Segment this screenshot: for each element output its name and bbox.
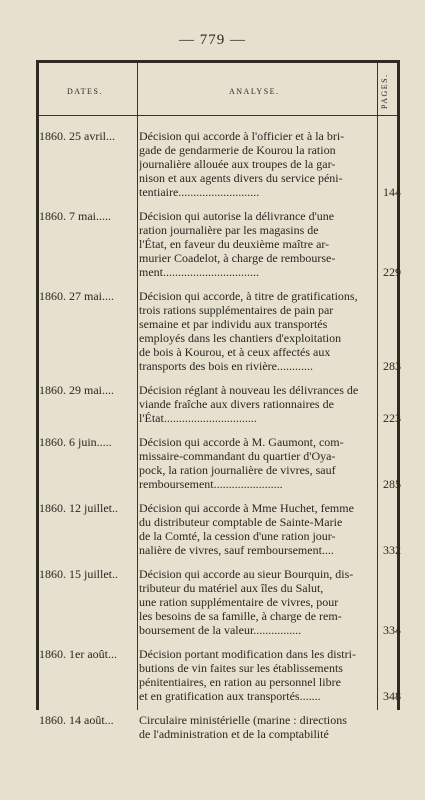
- analysis-line: de l'administration et de la comptabilité: [139, 727, 329, 741]
- entry-date: 1860. 29 mai....: [39, 383, 114, 397]
- entry-date: 1860. 1er août...: [39, 647, 117, 661]
- entry-date: 1860. 14 août...: [39, 713, 114, 727]
- analysis-line: ment................................: [139, 265, 259, 279]
- analysis-line: l'État, en faveur du deuxième maître ar-: [139, 237, 330, 251]
- entry-date: 1860. 27 mai....: [39, 289, 114, 303]
- entry-date: 1860. 6 juin.....: [39, 435, 112, 449]
- entry-page-number: 229: [383, 265, 401, 279]
- analysis-line: pock, la ration journalière de vivres, sauf: [139, 463, 336, 477]
- analysis-line: pénitentiaires, en ration au personnel libre: [139, 675, 341, 689]
- analysis-line: Décision qui autorise la délivrance d'une: [139, 209, 335, 223]
- analysis-line: murier Coadelot, à charge de rembourse-: [139, 251, 336, 265]
- header-pages: PAGES.: [380, 73, 389, 109]
- entry-analysis: [139, 435, 375, 491]
- analysis-line: trois rations supplémentaires de pain par: [139, 303, 334, 317]
- entry-analysis: [139, 209, 375, 279]
- analysis-line: nalière de vivres, sauf remboursement....: [139, 543, 334, 557]
- header-dates: DATES.: [67, 87, 103, 96]
- analysis-line: et en gratification aux transportés.......: [139, 689, 321, 703]
- entry-analysis: [139, 289, 375, 373]
- entry-date: 1860. 25 avril...: [39, 129, 115, 143]
- analysis-line: une ration supplémentaire de vivres, pour: [139, 595, 339, 609]
- analysis-line: viande fraîche aux divers rationnaires de: [139, 397, 334, 411]
- entry-analysis: [139, 567, 375, 637]
- column-divider: [137, 63, 138, 710]
- analysis-line: missaire-commandant du quartier d'Oya-: [139, 449, 336, 463]
- entry-page-number: 283: [383, 359, 401, 373]
- analysis-line: Décision qui accorde au sieur Bourquin, dis-: [139, 567, 354, 581]
- analysis-line: butions de vin faites sur les établissements: [139, 661, 343, 675]
- analysis-line: employés dans les chantiers d'exploitation: [139, 331, 342, 345]
- analysis-line: journalière allouée aux troupes de la gar-: [139, 157, 336, 171]
- entry-analysis: [139, 647, 375, 703]
- analysis-line: tentiaire...........................: [139, 185, 260, 199]
- analysis-line: boursement de la valeur................: [139, 623, 302, 637]
- entry-page-number: 334: [383, 623, 401, 637]
- analysis-line: Décision qui accorde, à titre de gratifications,: [139, 289, 358, 303]
- entry-date: 1860. 7 mai.....: [39, 209, 111, 223]
- analysis-line: gade de gendarmerie de Kourou la ration: [139, 143, 336, 157]
- analysis-line: ration journalière par les magasins de: [139, 223, 319, 237]
- entry-analysis: [139, 713, 375, 741]
- entry-date: 1860. 12 juillet..: [39, 501, 118, 515]
- entry-page-number: 144: [383, 185, 401, 199]
- analysis-line: tributeur du matériel aux îles du Salut,: [139, 581, 324, 595]
- header-divider: [39, 115, 397, 116]
- analysis-line: transports des bois en rivière............: [139, 359, 313, 373]
- index-table: [36, 60, 401, 741]
- entry-analysis: [139, 129, 375, 199]
- analysis-line: Décision portant modification dans les distri-: [139, 647, 356, 661]
- analysis-line: semaine et par individu aux transportés: [139, 317, 328, 331]
- analysis-line: l'État...............................: [139, 411, 257, 425]
- analysis-line: de bois à Kourou, et à ceux affectés aux: [139, 345, 331, 359]
- analysis-line: de la Comté, la cession d'une ration jour-: [139, 529, 336, 543]
- entry-analysis: [139, 501, 375, 557]
- entry-page-number: 332: [383, 543, 401, 557]
- analysis-line: Décision qui accorde à Mme Huchet, femme: [139, 501, 354, 515]
- entry-analysis: [139, 383, 375, 425]
- analysis-line: nison et aux agents divers du service péni-: [139, 171, 343, 185]
- page-number: — 779 —: [179, 32, 246, 48]
- entry-page-number: 285: [383, 477, 401, 491]
- entry-date: 1860. 15 juillet..: [39, 567, 118, 581]
- analysis-line: du distributeur comptable de Sainte-Marie: [139, 515, 343, 529]
- analysis-line: Décision qui accorde à l'officier et à la bri-: [139, 129, 345, 143]
- analysis-line: remboursement.......................: [139, 477, 283, 491]
- entry-page-number: 223: [383, 411, 401, 425]
- header-analyse: ANALYSE.: [229, 87, 280, 96]
- entry-page-number: 348: [383, 689, 401, 703]
- analysis-line: Décision réglant à nouveau les délivrances de: [139, 383, 359, 397]
- analysis-line: Circulaire ministérielle (marine : directions: [139, 713, 347, 727]
- analysis-line: les besoins de sa famille, à charge de rem-: [139, 609, 342, 623]
- analysis-line: Décision qui accorde à M. Gaumont, com-: [139, 435, 344, 449]
- column-divider: [377, 63, 378, 710]
